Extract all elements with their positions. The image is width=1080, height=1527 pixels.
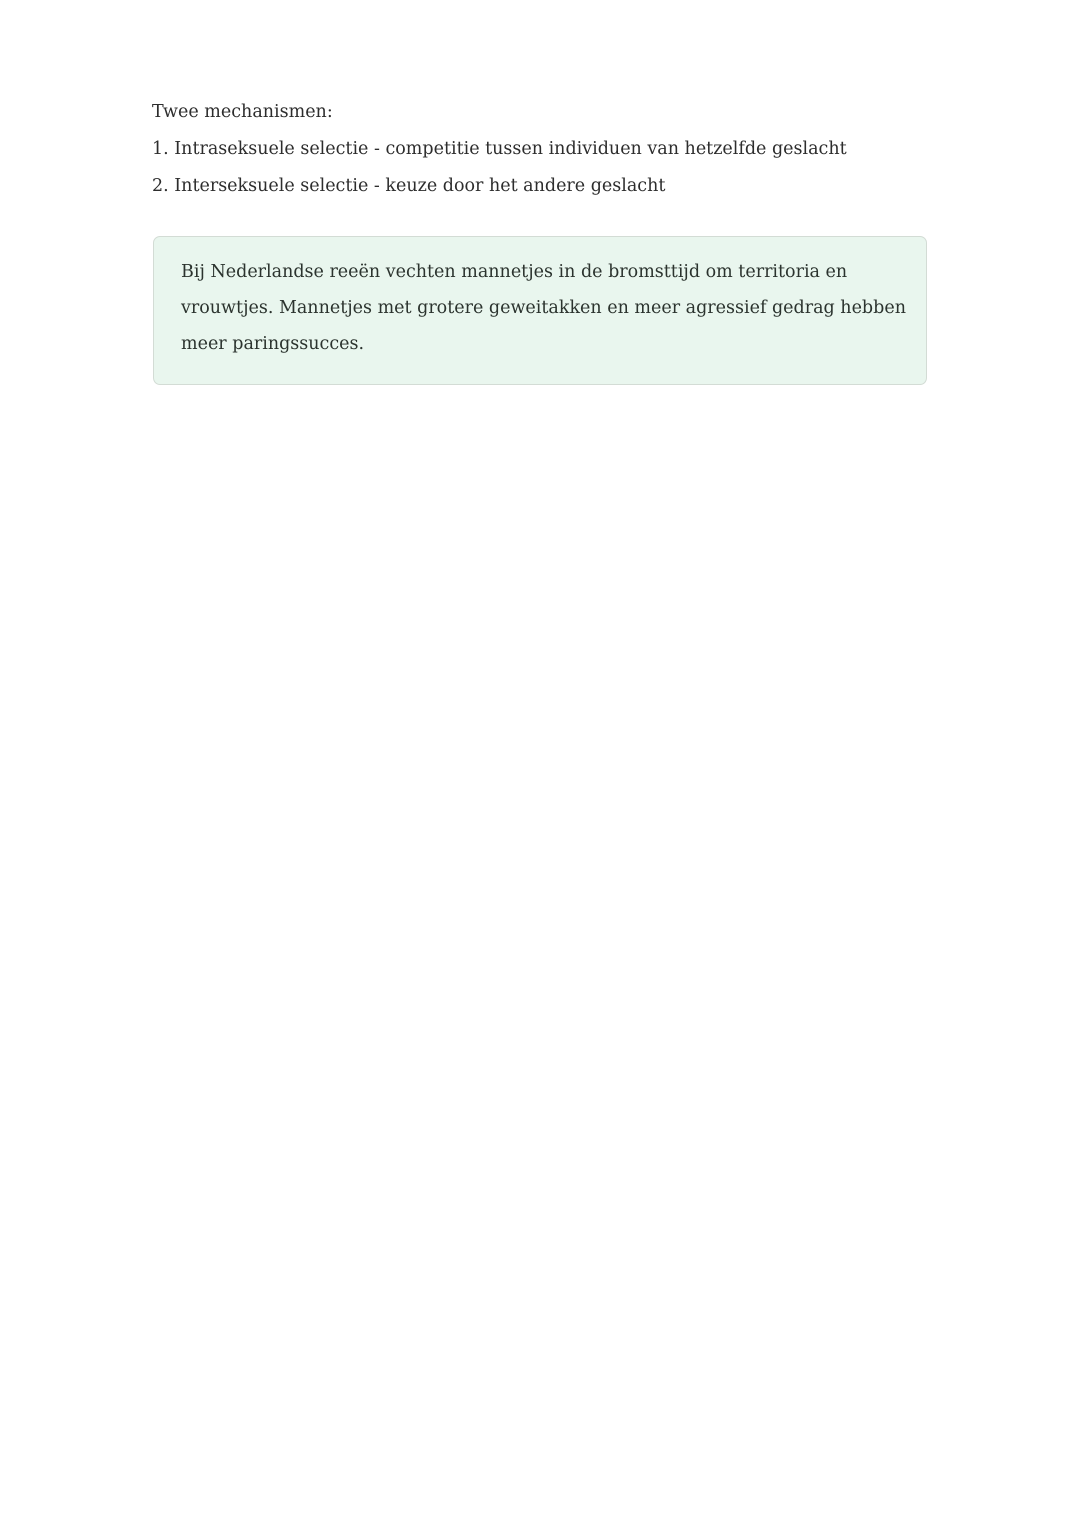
paragraph-heading: Twee mechanismen:	[152, 102, 333, 122]
list-item-1: 1. Intraseksuele selectie - competitie tussen individuen van hetzelfde geslacht	[152, 139, 847, 159]
intro-text-block	[152, 94, 847, 205]
callout-line-2: vrouwtjes. Mannetjes met grotere geweitakken en meer agressief gedrag hebben	[181, 298, 906, 318]
callout-line-3: meer paringssucces.	[181, 334, 365, 354]
list-item-2: 2. Interseksuele selectie - keuze door het andere geslacht	[152, 176, 666, 196]
callout-box	[153, 236, 927, 385]
callout-line-1: Bij Nederlandse reeën vechten mannetjes in de bromsttijd om territoria en	[181, 262, 848, 282]
